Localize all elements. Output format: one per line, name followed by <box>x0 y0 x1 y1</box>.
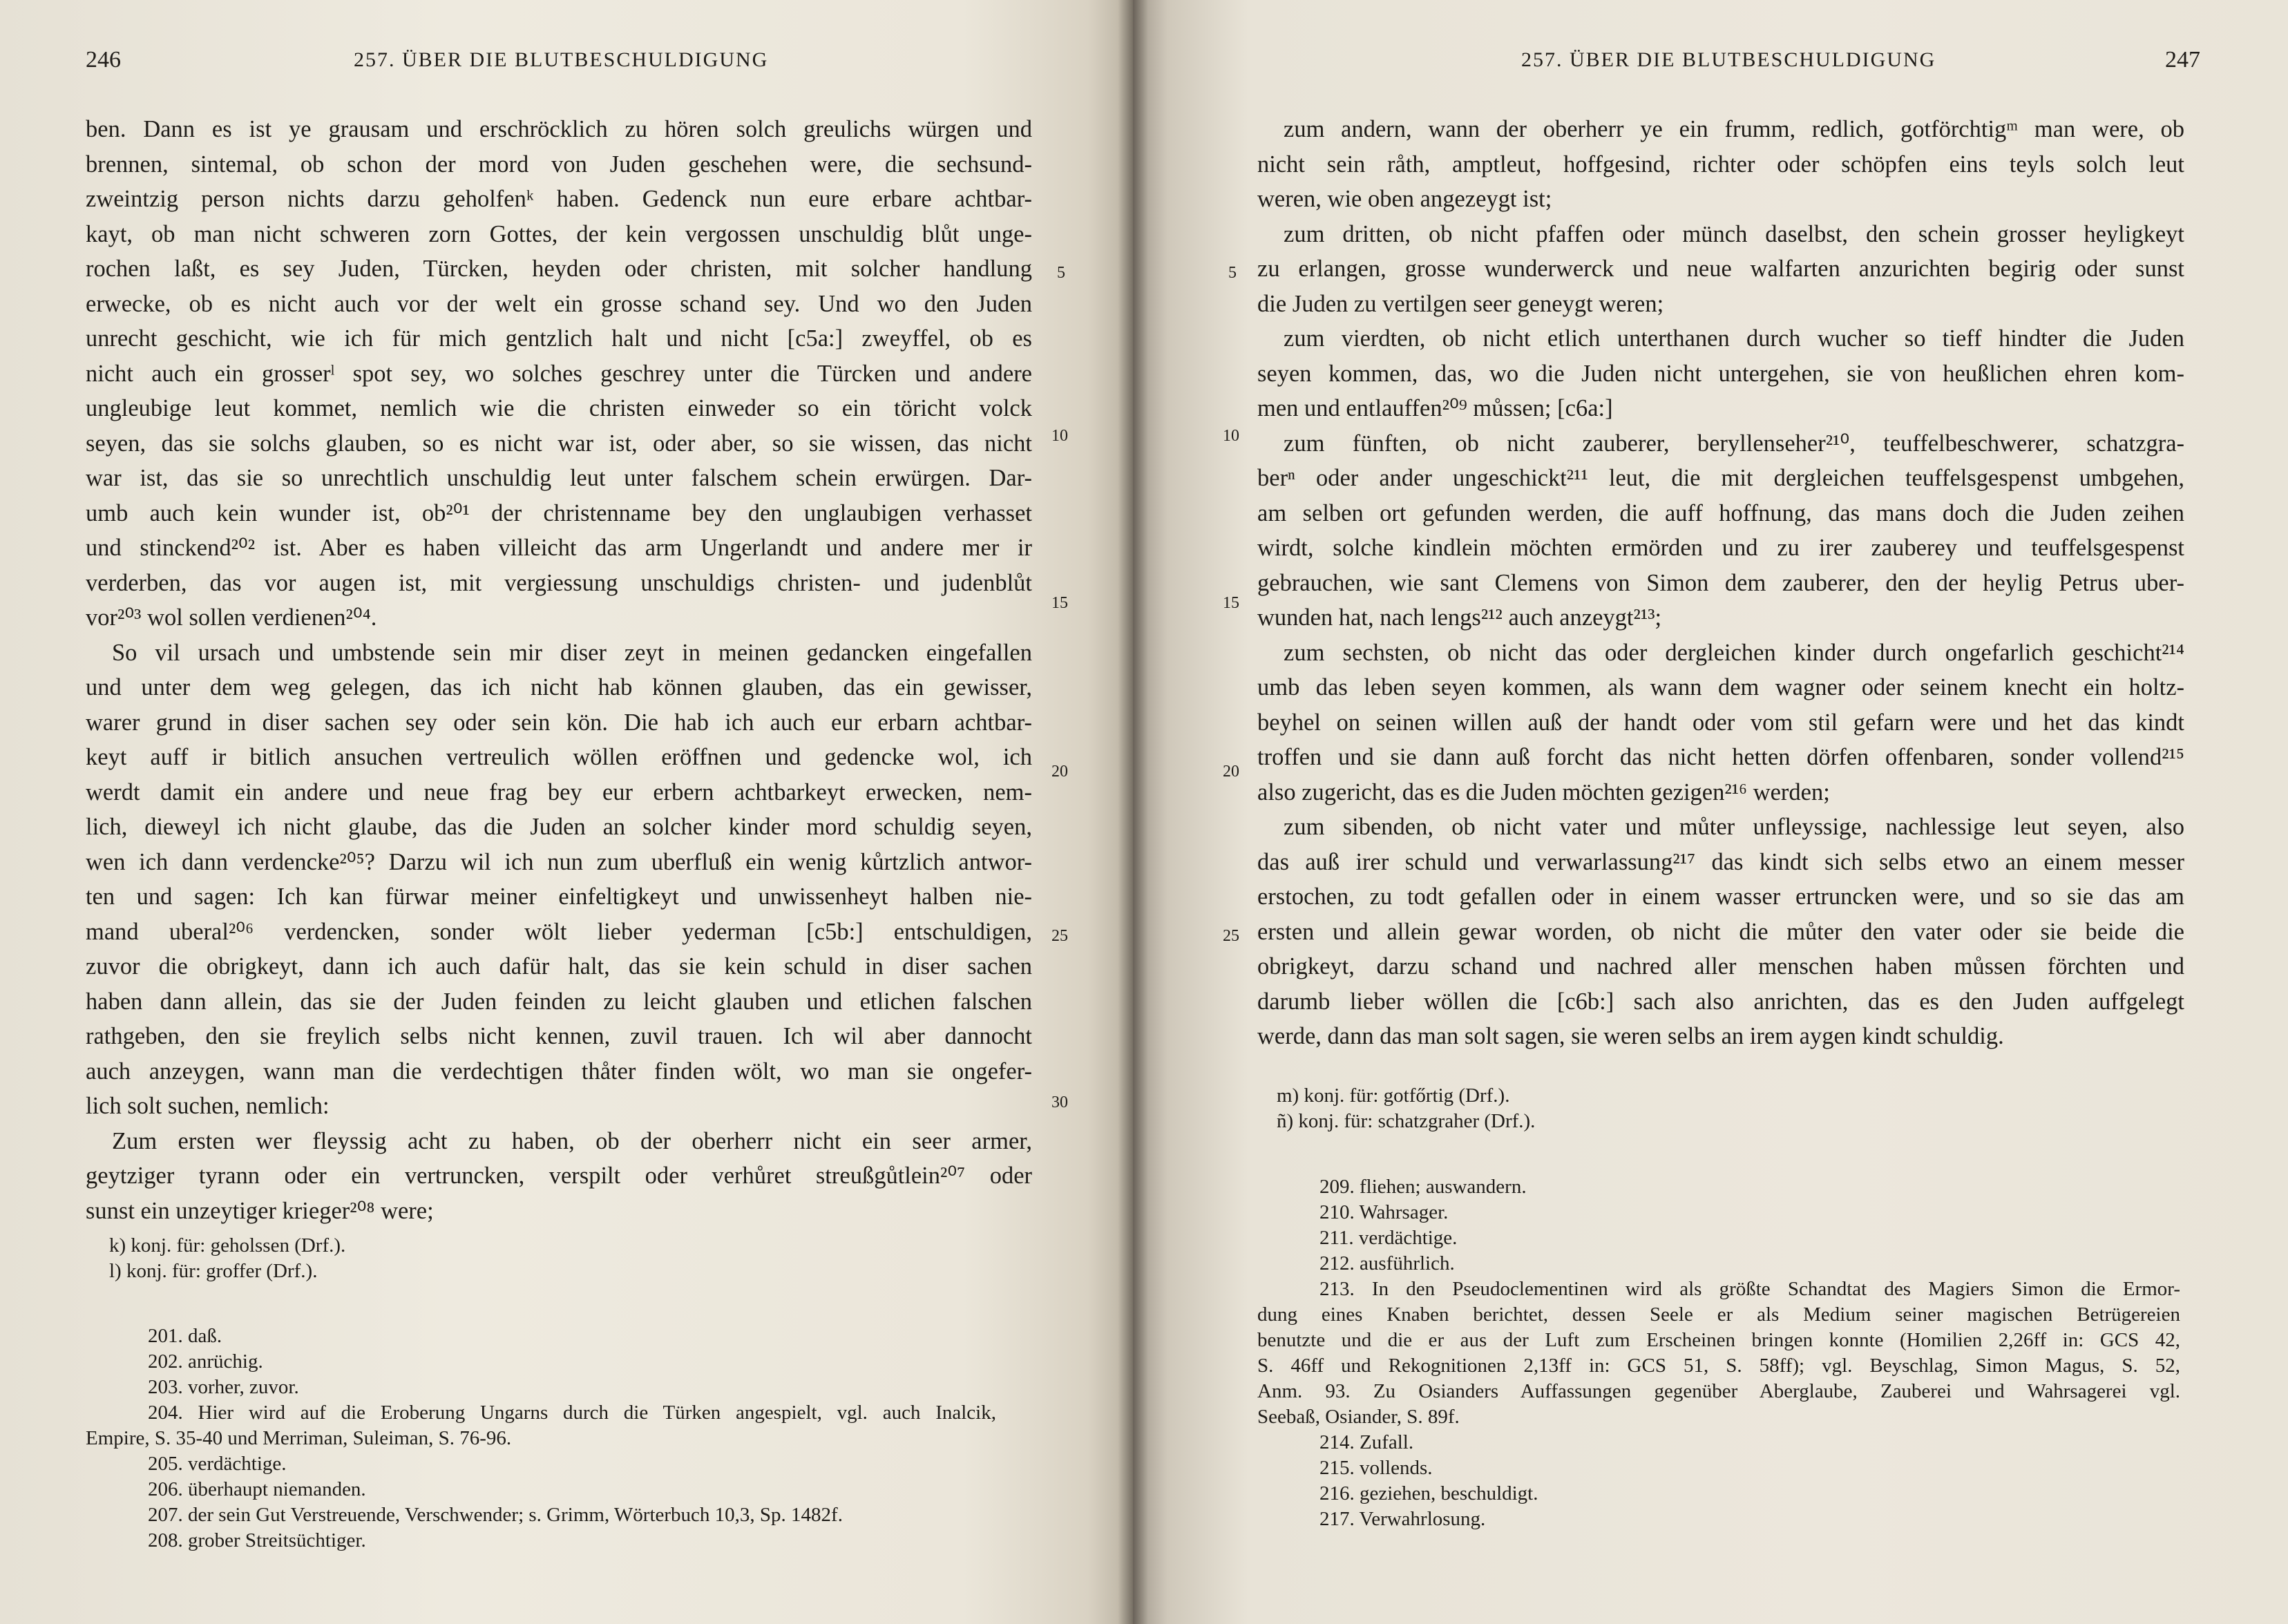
book-gutter <box>1118 0 1148 1624</box>
footnote: benutzte und die er aus der Luft zum Erscheinen bringen konnte (Homilien 2,26ff in: GCS 42, <box>1257 1329 2180 1351</box>
text-line: rathgeben, den sie freylich selbs nicht kennen, zuvil trauen. Ich wil aber dannocht <box>86 1023 1032 1049</box>
footnote: Seebaß, Osiander, S. 89f. <box>1257 1406 1460 1428</box>
text-line: werde, dann das man solt sagen, sie weren selbs an irem aygen kindt schuldig. <box>1257 1023 2004 1049</box>
text-line: wirdt, solche kindlein möchten ermörden und zu irer zauberey und teuffelsgespenst <box>1257 535 2184 561</box>
text-line: umb das leben seyen kommen, als wann dem wagner oder seinem knecht ein holtz- <box>1257 674 2184 700</box>
line-number: 30 <box>1051 1093 1068 1111</box>
line-number: 15 <box>1223 594 1239 612</box>
text-line: werdt damit ein andere und neue frag bey eur erbern achtbarkeyt erwecken, nem- <box>86 778 1032 805</box>
footnote: dung eines Knaben berichtet, dessen Seele er als Medium seiner magischen Betrügereien <box>1257 1303 2180 1326</box>
line-number: 10 <box>1051 427 1068 445</box>
text-line: war ist, das sie so unrechtlich unschuldig leut unter falschem schein erwürgen. Dar- <box>86 465 1032 491</box>
text-line: haben dann allein, das sie der Juden feinden zu leicht glauben und etlichen falschen <box>86 988 1032 1015</box>
text-line: auch anzeygen, wann man die verdechtigen thåter finden wölt, wo man sie ongefer- <box>86 1058 1032 1085</box>
text-line: erwecke, ob es nicht auch vor der welt ein grosse schand sey. Und wo den Juden <box>86 290 1032 317</box>
text-line: zweintzig person nichts darzu geholfenᵏ haben. Gedenck nun eure erbare achtbar- <box>86 186 1032 212</box>
left-page <box>0 0 1133 1624</box>
text-line: zum dritten, ob nicht pfaffen oder münch daselbst, den schein grosser heyligkeyt <box>1284 220 2184 247</box>
text-line: vor²⁰³ wol sollen verdienen²⁰⁴. <box>86 604 377 631</box>
text-line: ben. Dann es ist ye grausam und erschröcklich zu hören solch greulichs würgen und <box>86 116 1032 142</box>
text-line: weren, wie oben angezeygt ist; <box>1257 186 1552 212</box>
left-main-text <box>86 112 1032 1228</box>
right-main-text <box>1257 112 2184 1054</box>
footnote: 214. Zufall. <box>1319 1431 1414 1453</box>
text-line: verderben, das vor augen ist, mit vergiessung unschuldigs christen- und judenblůt <box>86 569 1032 596</box>
footnote: 201. daß. <box>148 1325 222 1347</box>
text-line: geytziger tyrann oder ein vertruncken, verspilt oder verhůret streußgůtlein²⁰⁷ oder <box>86 1163 1032 1189</box>
text-line: obrigkeyt, darzu schand und nachred aller menschen haben můssen förchten und <box>1257 953 2184 980</box>
textual-note: k) konj. für: geholssen (Drf.). <box>109 1234 346 1257</box>
footnote: 208. grober Streitsüchtiger. <box>148 1529 366 1551</box>
text-line: ten und sagen: Ich kan fürwar meiner einfeltigkeyt und unwissenheyt halben nie- <box>86 883 1032 910</box>
text-line: das auß irer schuld und verwarlassung²¹⁷ das kindt sich selbs etwo an einem messer <box>1257 848 2184 875</box>
line-number: 20 <box>1223 763 1239 781</box>
text-line: zu erlangen, grosse wunderwerck und neue walfarten anzurichten begirig oder sunst <box>1257 256 2184 282</box>
text-line: zum sechsten, ob nicht das oder dergleichen kinder durch ongefarlich geschicht²¹⁴ <box>1284 639 2184 666</box>
line-number: 25 <box>1223 927 1239 945</box>
footnote: 216. geziehen, beschuldigt. <box>1319 1482 1538 1504</box>
text-line: zum andern, wann der oberherr ye ein frumm, redlich, gotförchtigᵐ man were, ob <box>1284 116 2184 142</box>
text-line: die Juden zu vertilgen seer geneygt weren; <box>1257 290 1664 317</box>
footnote: 212. ausführlich. <box>1319 1252 1455 1274</box>
text-line: wunden hat, nach lengs²¹² auch anzeygt²¹³; <box>1257 604 1662 631</box>
right-footnotes <box>1257 1174 2180 1532</box>
footnote: Anm. 93. Zu Osianders Auffassungen gegenüber Aberglaube, Zauberei und Wahrsagerei vgl. <box>1257 1380 2180 1402</box>
right-textual-notes <box>1277 1083 1535 1134</box>
line-number: 5 <box>1057 264 1065 282</box>
text-line: men und entlauffen²⁰⁹ můssen; [c6a:] <box>1257 395 1613 421</box>
line-number: 25 <box>1051 927 1068 945</box>
right-page <box>1133 0 2288 1624</box>
footnote: Empire, S. 35-40 und Merriman, Suleiman, S. 76-96. <box>86 1427 512 1449</box>
text-line: unrecht geschicht, wie ich für mich gentzlich halt und nicht [c5a:] zweyffel, ob es <box>86 325 1032 352</box>
textual-note: l) konj. für: groffer (Drf.). <box>109 1260 318 1282</box>
text-line: sunst ein unzeytiger krieger²⁰⁸ were; <box>86 1197 434 1224</box>
text-line: also zugericht, das es die Juden möchten gezigen²¹⁶ werden; <box>1257 778 1830 805</box>
text-line: keyt auff ir bitlich ansuchen vertreulich wöllen eröffnen und gedencke wol, ich <box>86 744 1032 770</box>
footnote: 213. In den Pseudoclementinen wird als größte Schandtat des Magiers Simon die Ermor- <box>1319 1278 2180 1300</box>
text-line: gebrauchen, wie sant Clemens von Simon dem zauberer, den der heylig Petrus uber- <box>1257 569 2184 596</box>
text-line: nicht auch ein grosserˡ spot sey, wo solches geschrey unter die Türcken und andere <box>86 360 1032 387</box>
text-line: und stinckend²⁰² ist. Aber es haben villeicht das arm Ungerlandt und andere mer ir <box>86 535 1032 561</box>
text-line: ersten und allein gewar worden, ob nicht die můter den vater oder sie beide die <box>1257 918 2184 945</box>
text-line: und unter dem weg gelegen, das ich nicht hab können glauben, das ein gewisser, <box>86 674 1032 700</box>
footnote: 217. Verwahrlosung. <box>1319 1508 1486 1530</box>
footnote: 202. anrüchig. <box>148 1350 263 1373</box>
text-line: troffen und sie dann auß forcht das nicht hetten dörfen offenbaren, sonder vollend²¹⁵ <box>1257 744 2184 770</box>
footnote: 211. verdächtige. <box>1319 1227 1458 1249</box>
text-line: mand uberal²⁰⁶ verdencken, sonder wölt lieber yederman [c5b:] entschuldigen, <box>86 918 1032 945</box>
left-running-head: 257. ÜBER DIE BLUTBESCHULDIGUNG <box>354 48 769 71</box>
text-line: lich solt suchen, nemlich: <box>86 1093 330 1119</box>
left-footnotes <box>86 1324 996 1554</box>
text-line: seyen, das sie solchs glauben, so es nicht war ist, oder aber, so sie wissen, das nicht <box>86 430 1032 457</box>
line-number: 20 <box>1051 763 1068 781</box>
line-number: 10 <box>1223 427 1239 445</box>
footnote: 203. vorher, zuvor. <box>148 1376 299 1398</box>
text-line: wen ich dann verdencke²⁰⁵? Darzu wil ich nun zum uberfluß ein wenig kůrtzlich antwor- <box>86 848 1032 875</box>
text-line: warer grund in diser sachen sey oder sein kön. Die hab ich auch eur erbarn achtbar- <box>86 709 1032 736</box>
text-line: brennen, sintemal, ob schon der mord von Juden geschehen were, die sechsund- <box>86 151 1032 178</box>
footnote: 215. vollends. <box>1319 1457 1433 1479</box>
footnote: 209. fliehen; auswandern. <box>1319 1176 1527 1198</box>
text-line: zum sibenden, ob nicht vater und můter unfleyssige, nachlessige leut seyen, also <box>1284 814 2184 840</box>
text-line: zuvor die obrigkeyt, dann ich auch dafür halt, das sie kein schuld in diser sachen <box>86 953 1032 980</box>
line-number: 15 <box>1051 594 1068 612</box>
right-page-number: 247 <box>2165 47 2200 73</box>
footnote: 210. Wahrsager. <box>1319 1201 1449 1223</box>
text-line: darumb lieber wöllen die [c6b:] sach also anrichten, das es den Juden auffgelegt <box>1257 988 2184 1015</box>
footnote: 207. der sein Gut Verstreuende, Verschwender; s. Grimm, Wörterbuch 10,3, Sp. 1482f. <box>148 1504 843 1526</box>
right-running-head: 257. ÜBER DIE BLUTBESCHULDIGUNG <box>1521 48 1936 71</box>
footnote: 205. verdächtige. <box>148 1453 287 1475</box>
textual-note: m) konj. für: gotfőrtig (Drf.). <box>1277 1085 1510 1107</box>
text-line: Zum ersten wer fleyssig acht zu haben, ob der oberherr nicht ein seer armer, <box>112 1127 1032 1154</box>
text-line: umb auch kein wunder ist, ob²⁰¹ der christenname bey den unglaubigen verhasset <box>86 499 1032 526</box>
footnote: 206. überhaupt niemanden. <box>148 1478 366 1500</box>
text-line: nicht sein råth, amptleut, hoffgesind, richter oder schöpfen eins teyls solch leut <box>1257 151 2184 178</box>
footnote: 204. Hier wird auf die Eroberung Ungarns durch die Türken angespielt, vgl. auch Inalcik, <box>148 1402 996 1424</box>
text-line: rochen laßt, es sey Juden, Türcken, heyden oder christen, mit solcher handlung <box>86 256 1032 282</box>
text-line: kayt, ob man nicht schweren zorn Gottes, der kein vergossen unschuldig blůt unge- <box>86 220 1032 247</box>
line-number: 5 <box>1228 264 1237 282</box>
text-line: So vil ursach und umbstende sein mir diser zeyt in meinen gedancken eingefallen <box>112 639 1032 666</box>
text-line: am selben ort gefunden werden, die auff hoffnung, das mans doch die Juden zeihen <box>1257 499 2184 526</box>
text-line: zum fünften, ob nicht zauberer, beryllenseher²¹⁰, teuffelbeschwerer, schatzgra- <box>1284 430 2184 457</box>
text-line: berⁿ oder ander ungeschickt²¹¹ leut, die mit dergleichen teuffelsgespenst umbgehen, <box>1257 465 2184 491</box>
text-line: ungleubige leut kommet, nemlich wie die christen einweder so ein töricht volck <box>86 395 1032 421</box>
text-line: beyhel on seinen willen auß der handt oder vom stil gefarn were und het das kindt <box>1257 709 2184 736</box>
textual-note: ñ) konj. für: schatzgraher (Drf.). <box>1277 1110 1536 1132</box>
text-line: lich, dieweyl ich nicht glaube, das die Juden an solcher kinder mord schuldig seyen, <box>86 814 1032 840</box>
left-page-number: 246 <box>86 47 121 73</box>
text-line: zum vierdten, ob nicht etlich unterthanen durch wucher so tieff hindter die Juden <box>1284 325 2184 352</box>
text-line: erstochen, zu todt gefallen oder in einem wasser ertruncken were, und so sie das am <box>1257 883 2184 910</box>
text-line: seyen kommen, das, wo die Juden nicht untergehen, sie von heußlichen ehren kom- <box>1257 360 2184 387</box>
footnote: S. 46ff und Rekognitionen 2,13ff in: GCS 51, S. 58ff); vgl. Beyschlag, Simon Magus, S. 52, <box>1257 1355 2180 1377</box>
left-textual-notes <box>109 1233 345 1284</box>
